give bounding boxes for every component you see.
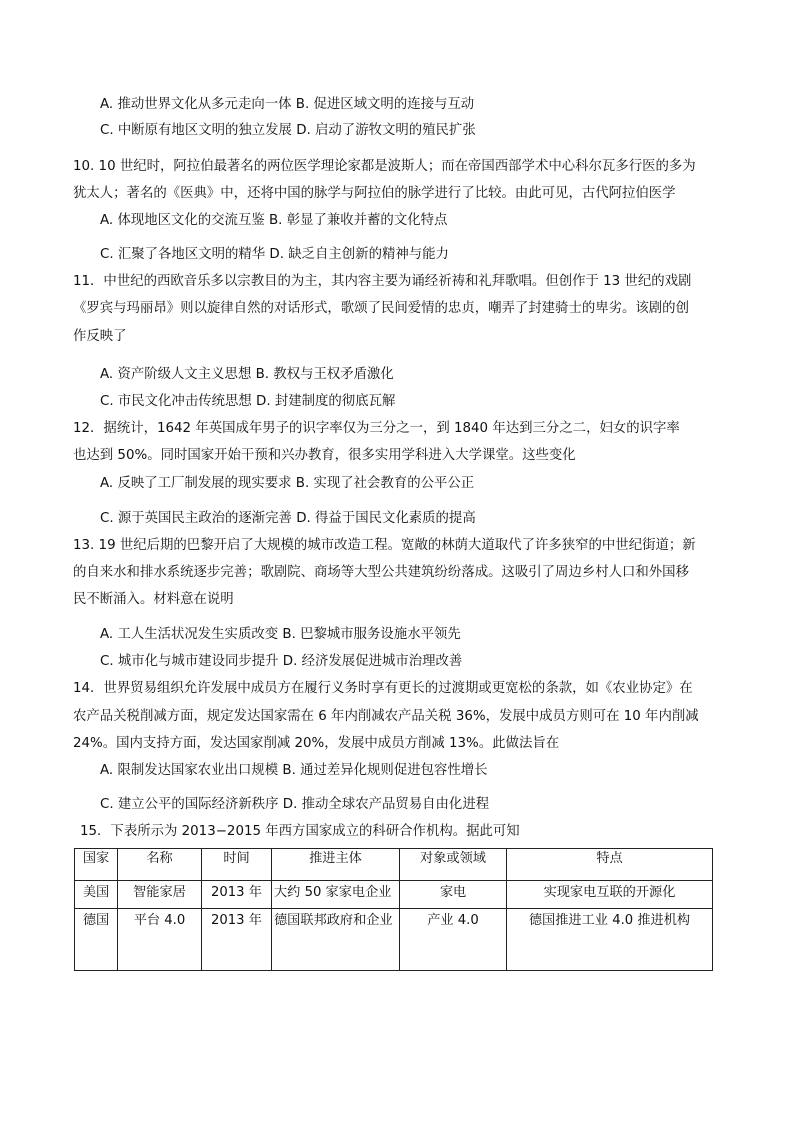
- q12-stem-line2: 也达到 50%。同时国家开始干预和兴办教育，很多实用学科进入大学课堂。这些变化: [73, 448, 576, 463]
- table-cell: 产业 4.0: [400, 909, 507, 971]
- table-cell: 2013 年: [202, 909, 272, 971]
- q10-stem-line2: 犹太人；著名的《医典》中，还将中国的脉学与阿拉伯的脉学进行了比较。由此可见，古代阿拉伯医学: [73, 186, 676, 201]
- q11-options-cd: C. 市民文化冲击传统思想 D. 封建制度的彻底瓦解: [100, 394, 396, 409]
- table-cell: 平台 4.0: [118, 909, 202, 971]
- q13-stem-line1: 13. 19 世纪后期的巴黎开启了大规模的城市改造工程。宽敞的林荫大道取代了许多狭窄的中世纪街道；新: [73, 538, 696, 553]
- table-row: [75, 909, 713, 971]
- table-cell: 大约 50 家家电企业: [272, 881, 400, 909]
- table-header-row: [75, 849, 713, 881]
- q9-options-cd: C. 中断原有地区文明的独立发展 D. 启动了游牧文明的殖民扩张: [100, 123, 476, 138]
- q10-options-ab: A. 体现地区文化的交流互鉴 B. 彰显了兼收并蓄的文化特点: [100, 213, 448, 228]
- q14-options-cd: C. 建立公平的国际经济新秩序 D. 推动全球农产品贸易自由化进程: [100, 797, 490, 812]
- research-cooperation-table: [74, 848, 713, 971]
- table-row: [75, 881, 713, 909]
- table-cell: 美国: [75, 881, 118, 909]
- table-cell: 实现家电互联的开源化: [507, 881, 713, 909]
- q13-stem-line3: 民不断涌入。材料意在说明: [73, 592, 234, 607]
- table-cell: 德国联邦政府和企业: [272, 909, 400, 971]
- table-cell: 2013 年: [202, 881, 272, 909]
- q13-stem-line2: 的自来水和排水系统逐步完善；歌剧院、商场等大型公共建筑纷纷落成。这吸引了周边乡村人口和外国移: [73, 565, 689, 580]
- header-cell: 推进主体: [272, 849, 400, 881]
- table-cell: 德国推进工业 4.0 推进机构: [507, 909, 713, 971]
- q9-options-ab: A. 推动世界文化从多元走向一体 B. 促进区域文明的连接与互动: [100, 97, 475, 112]
- q12-stem-line1: 12．据统计，1642 年英国成年男子的识字率仅为三分之一，到 1840 年达到三分之二，妇女的识字率: [73, 421, 680, 436]
- q14-stem-line3: 24%。国内支持方面，发达国家削减 20%，发展中成员方削减 13%。此做法旨在: [73, 736, 560, 751]
- q11-stem-line2: 《罗宾与玛丽昂》则以旋律自然的对话形式，歌颂了民间爱情的忠贞，嘲弄了封建骑士的卑劣。该剧的创: [73, 301, 689, 316]
- q15-stem: 15．下表所示为 2013−2015 年西方国家成立的科研合作机构。据此可知: [80, 824, 520, 839]
- q11-options-ab: A. 资产阶级人文主义思想 B. 教权与王权矛盾激化: [100, 367, 394, 382]
- table-cell: 智能家居: [118, 881, 202, 909]
- q11-stem-line3: 作反映了: [73, 329, 127, 344]
- table-cell: 德国: [75, 909, 118, 971]
- header-cell: 特点: [507, 849, 713, 881]
- header-cell: 国家: [75, 849, 118, 881]
- q13-options-cd: C. 城市化与城市建设同步提升 D. 经济发展促进城市治理改善: [100, 654, 463, 669]
- q10-stem-line1: 10. 10 世纪时，阿拉伯最著名的两位医学理论家都是波斯人；而在帝国西部学术中心科尔瓦多行医的多为: [73, 159, 696, 174]
- table-cell: 家电: [400, 881, 507, 909]
- q14-stem-line2: 农产品关税削减方面，规定发达国家需在 6 年内削减农产品关税 36%，发展中成员方则可在 10 年内削减: [73, 709, 699, 724]
- q12-options-cd: C. 源于英国民主政治的逐渐完善 D. 得益于国民文化素质的提高: [100, 511, 476, 526]
- q14-stem-line1: 14．世界贸易组织允许发展中成员方在履行义务时享有更长的过渡期或更宽松的条款，如《农业协定》在: [73, 681, 693, 696]
- q11-stem-line1: 11．中世纪的西欧音乐多以宗教目的为主，其内容主要为诵经祈祷和礼拜歌唱。但创作于 13 世纪的戏剧: [73, 274, 692, 289]
- q10-options-cd: C. 汇聚了各地区文明的精华 D. 缺乏自主创新的精神与能力: [100, 247, 449, 262]
- header-cell: 名称: [118, 849, 202, 881]
- header-cell: 时间: [202, 849, 272, 881]
- q12-options-ab: A. 反映了工厂制发展的现实要求 B. 实现了社会教育的公平公正: [100, 476, 475, 491]
- header-cell: 对象或领域: [400, 849, 507, 881]
- q13-options-ab: A. 工人生活状况发生实质改变 B. 巴黎城市服务设施水平领先: [100, 627, 461, 642]
- q14-options-ab: A. 限制发达国家农业出口规模 B. 通过差异化规则促进包容性增长: [100, 763, 488, 778]
